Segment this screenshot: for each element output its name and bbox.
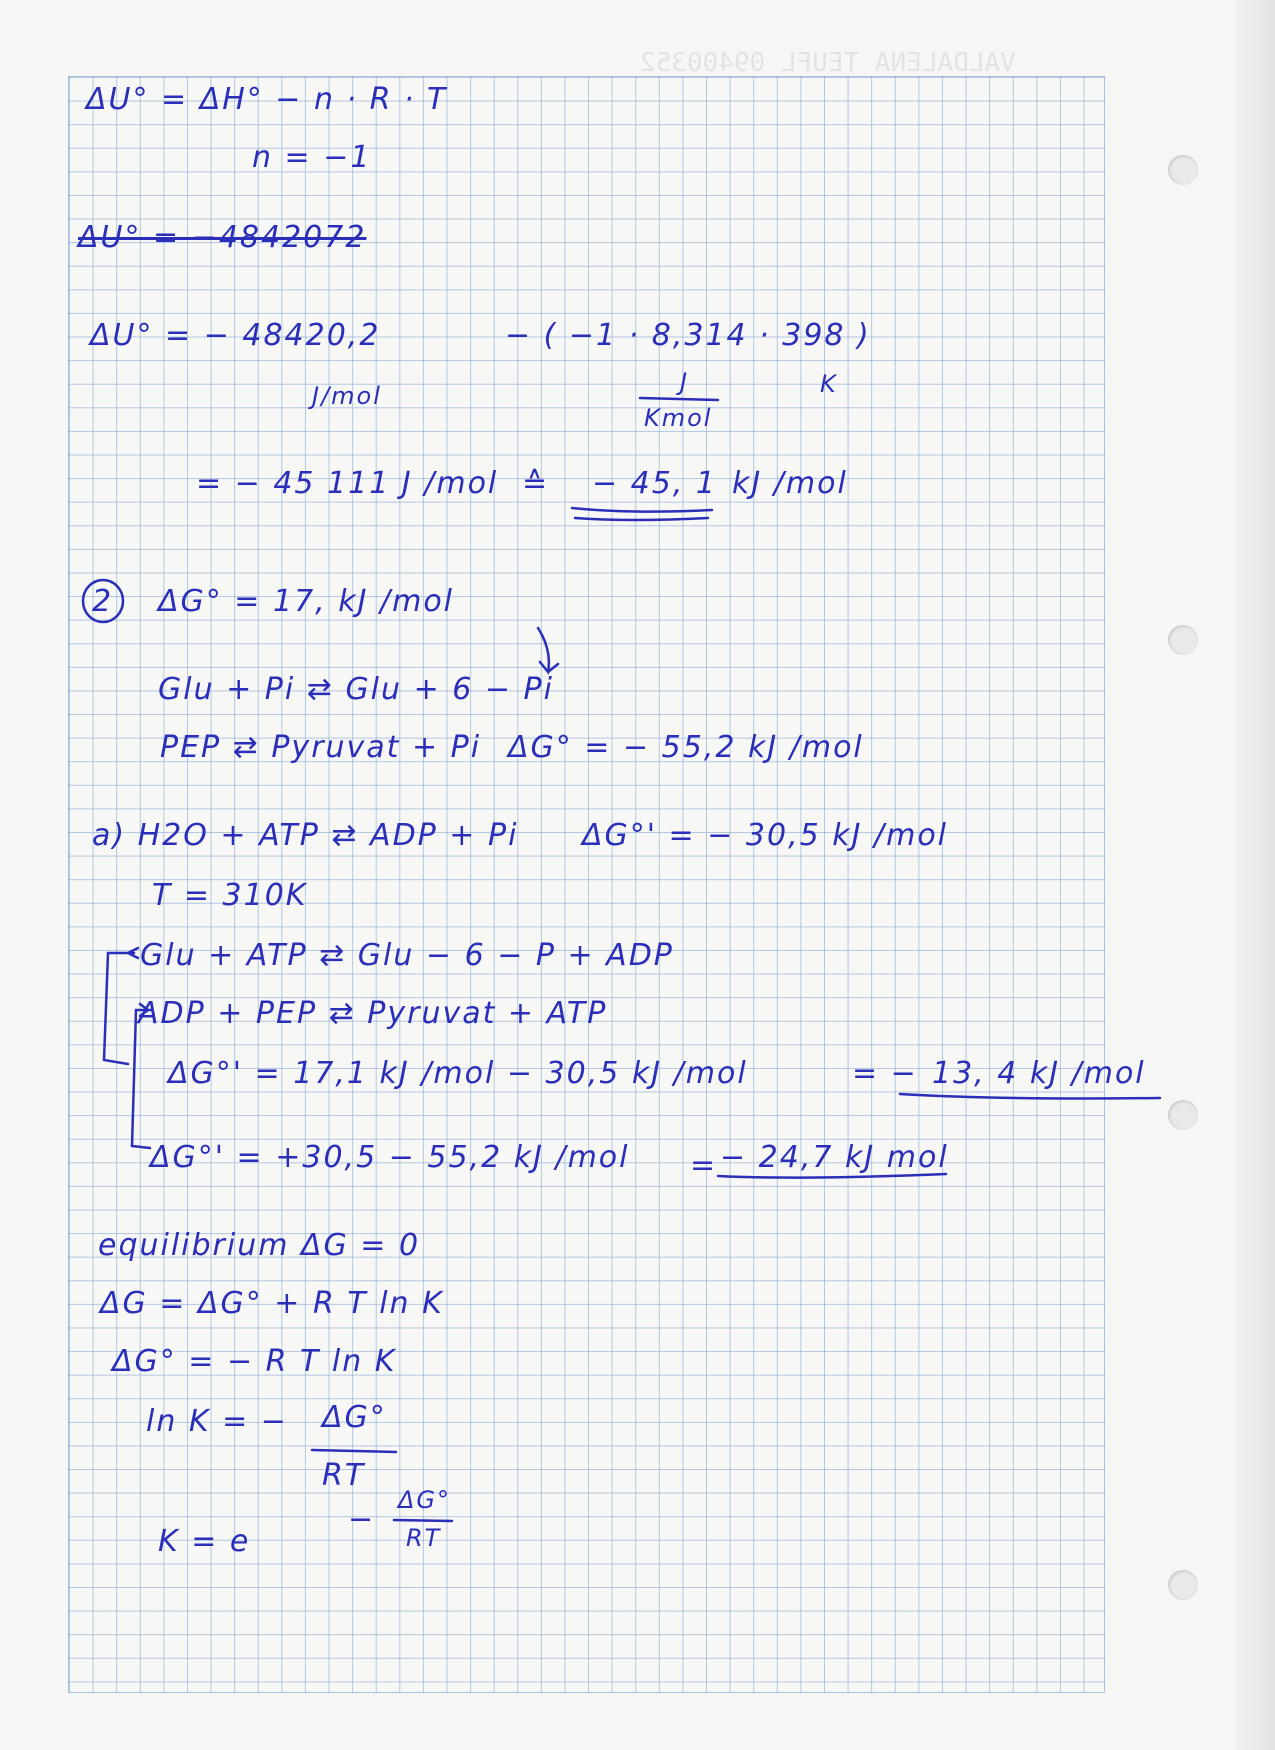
unit-k: K	[820, 370, 838, 398]
ln-k-denominator: RT	[322, 1458, 366, 1493]
ln-k-left: ln K = −	[146, 1404, 288, 1439]
delta-g-calc-2: ΔG°' = +30,5 − 55,2 kJ /mol	[150, 1140, 630, 1175]
page-edge	[1235, 0, 1275, 1750]
q2-delta-g: ΔG° = 17, kJ /mol	[158, 584, 455, 619]
qa-delta-g: ΔG°' = − 30,5 kJ /mol	[582, 818, 949, 853]
punch-hole-lower	[1168, 1100, 1198, 1130]
du-calculation-right: − ( −1 · 8,314 · 398 )	[505, 318, 871, 353]
unit-j-per-mol: J/mol	[312, 382, 382, 410]
delta-g-calc-2-eq: =	[690, 1148, 718, 1183]
punch-hole-middle	[1168, 625, 1198, 655]
qa-temperature: T = 310K	[152, 878, 308, 913]
punch-hole-bottom	[1168, 1570, 1198, 1600]
k-exponent-denominator: RT	[406, 1524, 442, 1552]
du-calculation-left: ΔU° = − 48420,2	[90, 318, 381, 353]
k-exponent-numerator: ΔG°	[398, 1486, 452, 1514]
du-equiv-sign: ≙	[522, 466, 550, 501]
q2-pep-reaction: PEP ⇄ Pyruvat + Pi	[160, 730, 482, 765]
equilibrium-condition: equilibrium ΔG = 0	[98, 1228, 421, 1263]
delta-g-calc-1-eq: = −	[852, 1056, 918, 1091]
k-equation-left: K = e	[158, 1524, 251, 1559]
k-exponent-sign: −	[348, 1502, 376, 1537]
bleed-through-header: VALDALENA TEUFL 09400352	[640, 48, 1016, 78]
crossed-out-line: ΔU° = −4842072	[78, 220, 367, 255]
punch-hole-top	[1168, 155, 1198, 185]
du-result-unit: kJ /mol	[732, 466, 848, 501]
standard-delta-g-equation: ΔG° = − R T ln K	[112, 1344, 397, 1379]
du-formula: ΔU° = ΔH° − n · R · T	[86, 82, 448, 117]
question-2-number: 2	[92, 584, 114, 619]
delta-g-result-1: 13, 4 kJ /mol	[932, 1056, 1146, 1091]
delta-g-equation: ΔG = ΔG° + R T ln K	[100, 1286, 444, 1321]
du-result-value: − 45, 1	[592, 466, 718, 501]
q2-glucose-reaction: Glu + Pi ⇄ Glu + 6 − Pi	[158, 672, 554, 707]
unit-kmol: Kmol	[644, 404, 713, 432]
coupled-reaction-2: ADP + PEP ⇄ Pyruvat + ATP	[138, 996, 608, 1031]
ln-k-numerator: ΔG°	[322, 1400, 387, 1435]
qa-reaction: a) H2O + ATP ⇄ ADP + Pi	[92, 818, 519, 853]
delta-g-calc-1: ΔG°' = 17,1 kJ /mol − 30,5 kJ /mol	[168, 1056, 748, 1091]
n-value: n = −1	[252, 140, 372, 175]
unit-j: J	[680, 368, 690, 396]
coupled-reaction-1: Glu + ATP ⇄ Glu − 6 − P + ADP	[140, 938, 674, 973]
q2-pep-delta-g: ΔG° = − 55,2 kJ /mol	[508, 730, 864, 765]
du-result-left: = − 45 111 J /mol	[196, 466, 499, 501]
delta-g-result-2: − 24,7 kJ mol	[720, 1140, 949, 1175]
